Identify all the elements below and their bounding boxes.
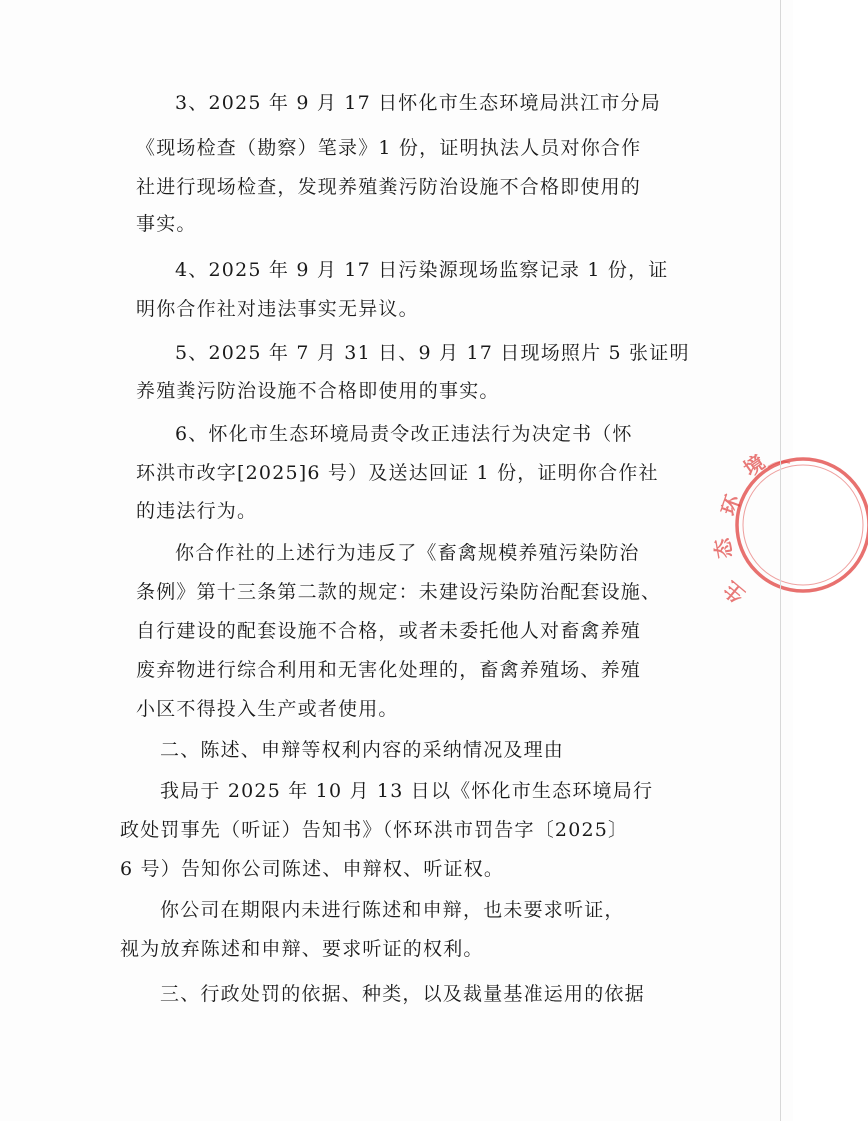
text-line: 小区不得投入生产或者使用。: [136, 698, 399, 720]
svg-text:环: 环: [716, 491, 746, 519]
text-line: 《现场检查（勘察）笔录》1 份，证明执法人员对你合作: [136, 137, 642, 159]
text-line: 二、陈述、申辩等权利内容的采纳情况及理由: [160, 739, 565, 761]
svg-text:境: 境: [739, 449, 770, 482]
text-line: 政处罚事先（听证）告知书》（怀环洪市罚告字〔2025〕: [120, 819, 629, 841]
svg-text:生: 生: [718, 576, 750, 608]
text-line: 我局于 2025 年 10 月 13 日以《怀化市生态环境局行: [160, 780, 654, 802]
scan-edge-line: [780, 0, 781, 1121]
svg-text:态: 态: [709, 536, 737, 561]
text-line: 条例》第十三条第二款的规定：未建设污染防治配套设施、: [136, 581, 662, 603]
text-line: 5、2025 年 7 月 31 日、9 月 17 日现场照片 5 张证明: [175, 342, 690, 364]
text-line: 废弃物进行综合利用和无害化处理的，畜禽养殖场、养殖: [136, 659, 642, 681]
text-line: 明你合作社对违法事实无异议。: [136, 298, 419, 320]
text-line: 3、2025 年 9 月 17 日怀化市生态环境局洪江市分局: [175, 92, 661, 114]
text-line: 6、怀化市生态环境局责令改正违法行为决定书（怀: [175, 423, 633, 445]
official-seal-icon: [709, 445, 868, 608]
text-line: 环洪市改字[2025]6 号）及送达回证 1 份，证明你合作社: [136, 462, 659, 484]
text-line: 社进行现场检查，发现养殖粪污防治设施不合格即使用的: [136, 176, 642, 198]
text-line: 自行建设的配套设施不合格，或者未委托他人对畜禽养殖: [136, 620, 642, 642]
text-line: 事实。: [136, 213, 197, 235]
text-line: 的违法行为。: [136, 500, 258, 522]
text-line: 养殖粪污防治设施不合格即使用的事实。: [136, 380, 500, 402]
text-line: 三、行政处罚的依据、种类，以及裁量基准运用的依据: [160, 983, 645, 1005]
text-line: 你合作社的上述行为违反了《畜禽规模养殖污染防治: [175, 542, 640, 564]
text-line: 你公司在期限内未进行陈述和申辩，也未要求听证，: [160, 899, 625, 921]
text-line: 6 号）告知你公司陈述、申辩权、听证权。: [120, 858, 505, 880]
text-line: 视为放弃陈述和申辩、要求听证的权利。: [120, 938, 484, 960]
text-line: 4、2025 年 9 月 17 日污染源现场监察记录 1 份，证: [175, 259, 669, 281]
